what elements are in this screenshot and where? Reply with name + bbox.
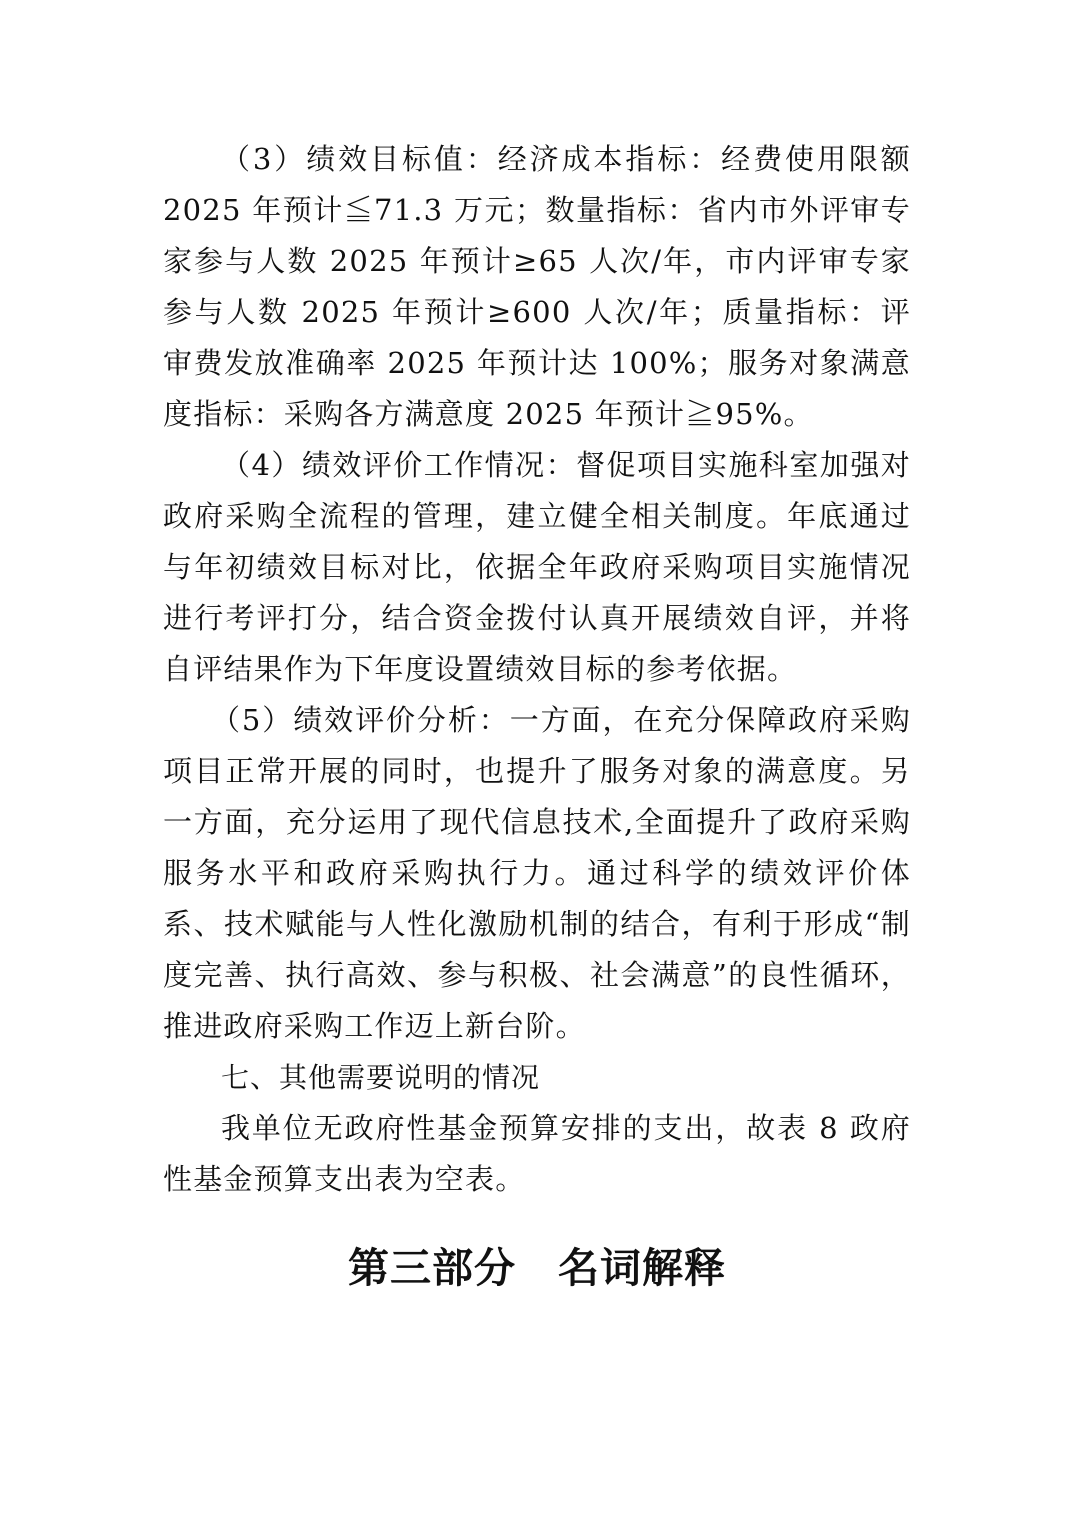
paragraph-performance-target: （3）绩效目标值：经济成本指标：经费使用限额 2025 年预计≦71.3 万元；数量指标：省内市外评审专家参与人数 2025 年预计≥65 人次/年，市内评审专家参与人数 2025 年预计≥600 人次/年；质量指标：评审费发放准确率 2025 年预计达 100%；服务对象满意度指标：采购各方满意度 2025 年预计≧95%。 bbox=[163, 142, 911, 431]
part-title: 第三部分 名词解释 bbox=[348, 1244, 726, 1292]
paragraph-evaluation-work: （4）绩效评价工作情况：督促项目实施科室加强对政府采购全流程的管理，建立健全相关制度。年底通过与年初绩效目标对比，依据全年政府采购项目实施情况进行考评打分，结合资金拨付认真开展绩效自评，并将自评结果作为下年度设置绩效目标的参考依据。 bbox=[163, 448, 911, 686]
section-heading: 七、其他需要说明的情况 bbox=[221, 1061, 541, 1094]
section-paragraph: 我单位无政府性基金预算安排的支出，故表 8 政府性基金预算支出表为空表。 bbox=[163, 1111, 911, 1196]
document-body bbox=[163, 134, 911, 1205]
paragraph-evaluation-analysis: （5）绩效评价分析：一方面，在充分保障政府采购项目正常开展的同时，也提升了服务对象的满意度。另一方面，充分运用了现代信息技术,全面提升了政府采购服务水平和政府采购执行力。通过科学的绩效评价体系、技术赋能与人性化激励机制的结合，有利于形成“制度完善、执行高效、参与积极、社会满意”的良性循环，推进政府采购工作迈上新台阶。 bbox=[163, 703, 911, 1043]
